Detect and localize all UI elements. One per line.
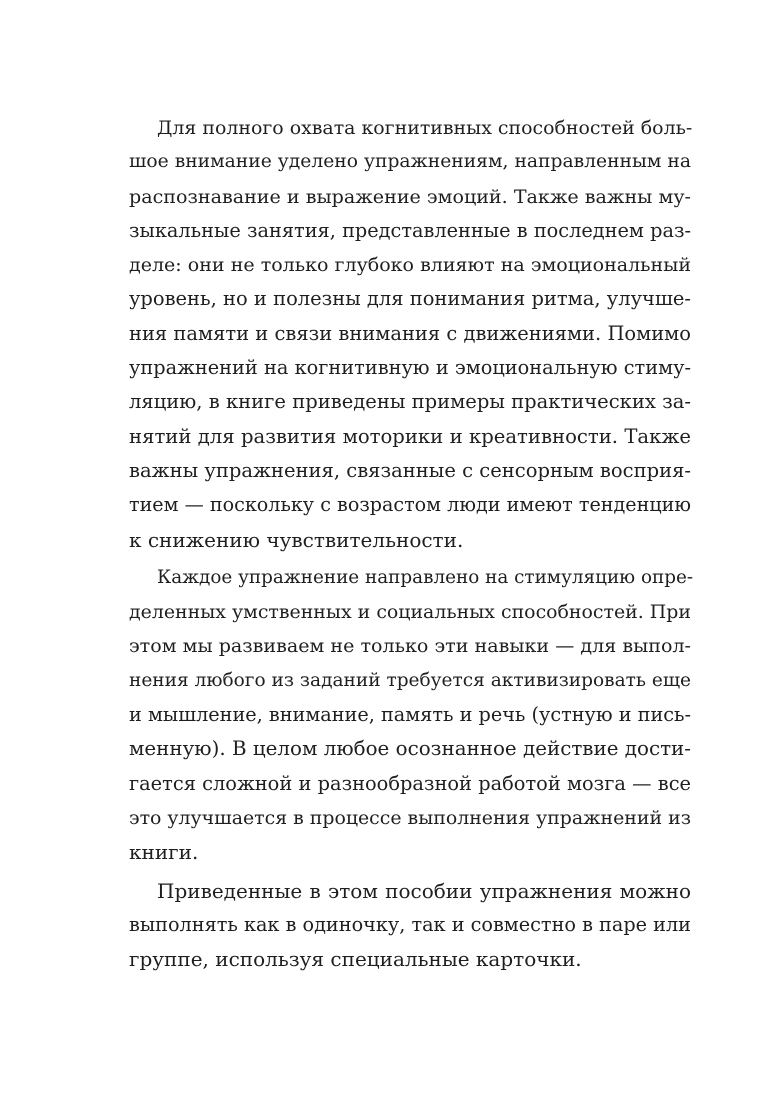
text-line: шое внимание уделено упражнениям, направленным на xyxy=(129,151,691,173)
text-line: распознавание и выражение эмоций. Также важны му- xyxy=(129,184,691,208)
text-line: и мышление, внимание, память и речь (устную и пись- xyxy=(129,703,691,727)
text-line: деленных умственных и социальных способностей. При xyxy=(129,601,691,624)
text-line: к снижению чувствительности. xyxy=(129,527,464,552)
text-line: Для полного охвата когнитивных способностей боль- xyxy=(157,117,693,139)
text-line: ния памяти и связи внимания с движениями. Помимо xyxy=(129,321,691,345)
paragraph-2 xyxy=(129,561,694,870)
text-line: деле: они не только глубоко влияют на эмоциональный xyxy=(129,254,691,277)
text-line: гается сложной и разнообразной работой мозга — все xyxy=(129,771,691,795)
body-text xyxy=(129,111,694,980)
text-line: Приведенные в этом пособии упражнения можно xyxy=(157,878,691,903)
text-line: уровень, но и полезны для понимания ритма, улучше- xyxy=(129,287,691,311)
text-line: нения любого из заданий требуется активизировать еще xyxy=(129,669,691,691)
text-line: это улучшается в процессе выполнения упражнений из xyxy=(129,806,691,829)
paragraph-1 xyxy=(129,111,691,557)
text-line: нятий для развития моторики и креативности. Также xyxy=(129,424,691,448)
text-line: Каждое упражнение направлено на стимуляцию опре- xyxy=(157,566,694,588)
text-line: зыкальные занятия, представленные в последнем раз- xyxy=(129,218,691,242)
text-line: книги. xyxy=(129,840,199,865)
text-line: этом мы развиваем не только эти навыки — для выпол- xyxy=(129,635,691,658)
paragraph-3 xyxy=(129,874,691,977)
text-line: тием — поскольку с возрастом люди имеют тенденцию xyxy=(129,493,691,517)
text-line: упражнений на когнитивную и эмоциональную стиму- xyxy=(129,356,691,380)
text-line: группе, используя специальные карточки. xyxy=(129,947,582,972)
text-line: ляцию, в книге приведены примеры практических за- xyxy=(129,390,691,414)
text-line: важны упражнения, связанные с сенсорным восприя- xyxy=(129,458,691,482)
text-line: менную). В целом любое осознанное действие дости- xyxy=(129,737,691,761)
text-line: выполнять как в одиночку, так и совместно в паре или xyxy=(129,912,691,936)
